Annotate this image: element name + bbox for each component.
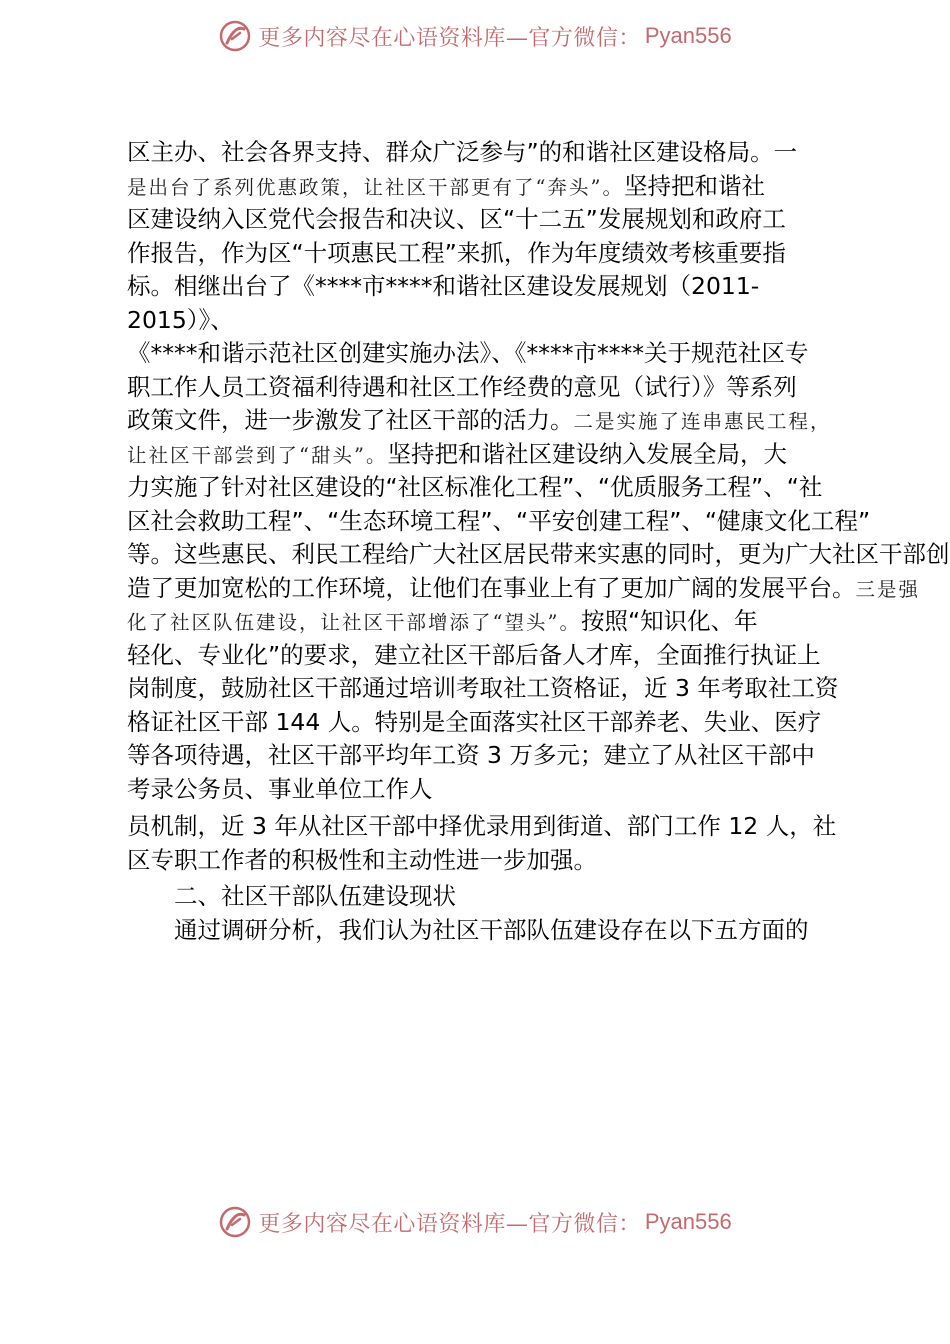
- text-line: [127, 773, 827, 807]
- text-line: [127, 538, 950, 572]
- paragraph-3-first-line: 通过调研分析，我们认为社区干部队伍建设存在以下五方面的: [174, 915, 809, 944]
- text-run: 考录公务员、事业单位工作人: [127, 774, 433, 803]
- text-run: 作报告，作为区“十项惠民工程”来抓，作为年度绩效考核重要指: [127, 238, 786, 267]
- text-run: 岗制度，鼓励社区干部通过培训考取社工资格证，近 3 年考取社工资: [127, 674, 839, 702]
- text-run: 区专职工作者的积极性和主动性进一步加强。: [127, 845, 597, 874]
- text-line: [127, 136, 827, 170]
- text-line: [127, 170, 827, 204]
- text-line: [127, 203, 827, 237]
- text-line: [127, 304, 827, 338]
- text-run: 二是实施了连串惠民工程，: [573, 410, 832, 433]
- text-line: [127, 672, 839, 706]
- text-run: 区主办、社会各界支持、群众广泛参与”的和谐社区建设格局。一: [127, 138, 798, 166]
- text-run: 力实施了针对社区建设的“社区标准化工程”、“优质服务工程”、“社: [127, 473, 823, 501]
- paragraph-2: [127, 810, 837, 877]
- text-run: 等。这些惠民、利民工程给广大社区居民带来实惠的同时，更为广大社区干部创: [127, 540, 950, 568]
- footer-banner-text: 更多内容尽在心语资料库—官方微信：: [258, 1211, 641, 1237]
- logo-icon: [218, 19, 252, 53]
- text-run: 员机制，近 3 年从社区干部中择优录用到街道、部门工作 12 人，社: [127, 812, 837, 840]
- text-line: [127, 505, 871, 539]
- text-run: 让社区干部尝到了“甜头”。: [127, 443, 388, 467]
- text-run: 坚持把和谐社区建设纳入发展全局，大: [387, 439, 787, 468]
- text-run: 轻化、专业化”的要求，建立社区干部后备人才库，全面推行执证上: [127, 640, 821, 669]
- text-run: 2015）》、: [127, 305, 234, 334]
- text-line: [127, 371, 827, 405]
- logo-icon: [218, 1205, 252, 1239]
- text-run: 造了更加宽松的工作环境，让他们在事业上有了更加广阔的发展平台。: [127, 573, 856, 602]
- text-line: [127, 605, 827, 639]
- text-line: [127, 739, 827, 773]
- text-line: [127, 404, 832, 438]
- text-run: 职工作人员工资福利待遇和社区工作经费的意见（试行）》等系列: [127, 372, 797, 401]
- text-run: 按照“知识化、年: [580, 607, 758, 635]
- text-line: [127, 337, 827, 371]
- text-line: [127, 471, 827, 505]
- text-run: 格证社区干部 144 人。特别是全面落实社区干部养老、失业、医疗: [127, 707, 822, 736]
- text-run: 化了社区队伍建设，让社区干部增添了“望头”。: [127, 611, 581, 634]
- text-run: 三是强: [855, 577, 921, 601]
- text-line: [127, 706, 827, 740]
- text-run: 标。相继出台了《****市****和谐社区建设发展规划（2011-: [127, 272, 760, 300]
- text-line: [127, 844, 827, 878]
- text-line: [127, 438, 827, 472]
- text-line: [127, 572, 921, 606]
- header-wechat-id: Pyan556: [644, 23, 732, 48]
- text-line: [127, 810, 837, 844]
- text-line: [127, 270, 827, 304]
- paragraph-1: [127, 136, 950, 806]
- document-body: [127, 136, 950, 947]
- section-heading: 二、社区干部队伍建设现状: [174, 882, 456, 910]
- text-run: 坚持把和谐社: [623, 171, 765, 200]
- text-line: [127, 639, 827, 673]
- footer-wechat-id: Pyan556: [644, 1209, 732, 1234]
- text-run: 是出台了系列优惠政策，让社区干部更有了“奔头”。: [127, 175, 624, 199]
- text-run: 区建设纳入区党代会报告和决议、区“十二五”发展规划和政府工: [127, 205, 786, 233]
- text-run: 等各项待遇，社区干部平均年工资 3 万多元；建立了从社区干部中: [127, 741, 815, 769]
- footer-banner: [0, 1202, 950, 1242]
- text-run: 政策文件，进一步激发了社区干部的活力。: [127, 406, 574, 434]
- header-banner: [0, 16, 950, 56]
- header-banner-text: 更多内容尽在心语资料库—官方微信：: [258, 25, 641, 51]
- text-line: [127, 237, 827, 271]
- text-run: 《****和谐示范社区创建实施办法》、《****市****关于规范社区专: [127, 339, 809, 367]
- text-run: 区社会救助工程”、“生态环境工程”、“平安创建工程”、“健康文化工程”: [127, 506, 871, 535]
